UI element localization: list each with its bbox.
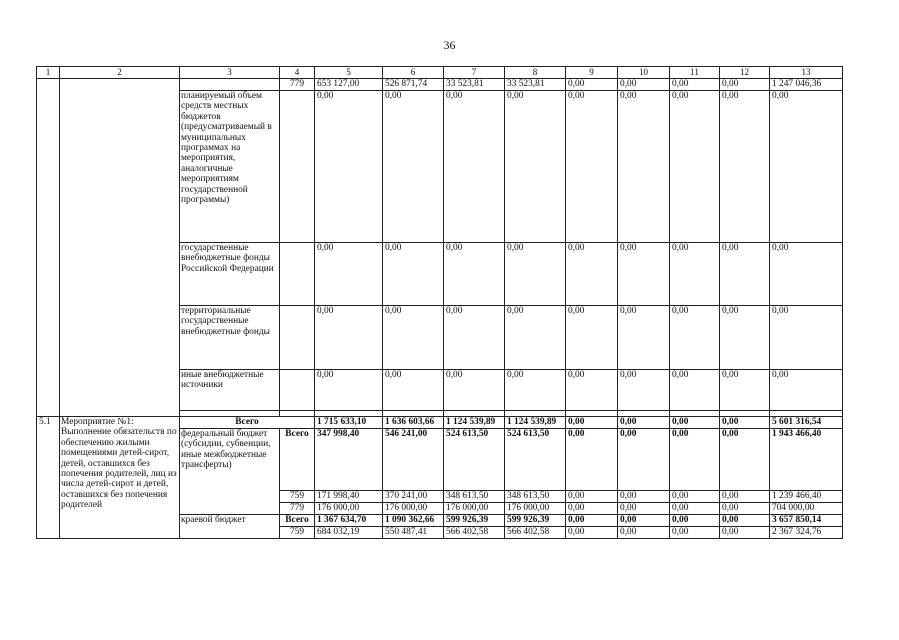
value-cell: 0,00 (618, 503, 670, 515)
value-cell: 0,00 (566, 306, 618, 370)
value-cell: 0,00 (505, 91, 566, 243)
value-cell: 0,00 (618, 79, 670, 91)
code-cell: 759 (280, 491, 315, 503)
source-label: планируемый объем средств местных бюджетов (предусматриваемый в муниципальных программах на мероприятия, аналогичные мероприятиям государственной программы) (180, 91, 280, 243)
value-cell: 0,00 (618, 91, 670, 243)
value-cell: 1 367 634,70 (315, 515, 383, 527)
header-cell: 13 (770, 67, 843, 79)
header-cell: 5 (315, 67, 383, 79)
value-cell: 0,00 (505, 370, 566, 411)
table-row (37, 79, 843, 91)
header-cell: 7 (444, 67, 505, 79)
value-cell: 0,00 (566, 429, 618, 491)
code-cell: 779 (280, 503, 315, 515)
value-cell: 0,00 (720, 91, 770, 243)
value-cell: 0,00 (566, 91, 618, 243)
value-cell: 0,00 (720, 429, 770, 491)
value-cell: 0,00 (383, 370, 444, 411)
value-cell: 0,00 (618, 370, 670, 411)
value-cell: 0,00 (618, 491, 670, 503)
value-cell: 0,00 (770, 243, 843, 306)
value-cell: 1 124 539,89 (444, 417, 505, 429)
header-cell: 10 (618, 67, 670, 79)
value-cell: 0,00 (670, 79, 720, 91)
value-cell: 0,00 (670, 417, 720, 429)
value-cell: 0,00 (444, 243, 505, 306)
value-cell: 0,00 (670, 306, 720, 370)
value-cell: 348 613,50 (505, 491, 566, 503)
page-number: 36 (443, 38, 456, 52)
value-cell: 526 871,74 (383, 79, 444, 91)
value-cell: 370 241,00 (383, 491, 444, 503)
value-cell: 0,00 (770, 370, 843, 411)
value-cell: 0,00 (383, 306, 444, 370)
source-label: государственные внебюджетные фонды Российской Федерации (180, 243, 280, 306)
header-cell: 11 (670, 67, 720, 79)
value-cell: 550 487,41 (383, 527, 444, 539)
value-cell: 546 241,00 (383, 429, 444, 491)
value-cell: 5 601 316,54 (770, 417, 843, 429)
value-cell: 1 715 633,10 (315, 417, 383, 429)
header-cell: 3 (180, 67, 280, 79)
value-cell: 0,00 (770, 91, 843, 243)
value-cell: 0,00 (720, 527, 770, 539)
source-label: федеральный бюджет (субсидии, субвенции, иные межбюджетные трансферты) (180, 429, 280, 515)
value-cell: 1 247 046,36 (770, 79, 843, 91)
value-cell: 0,00 (444, 91, 505, 243)
code-cell: 759 (280, 527, 315, 539)
value-cell: 0,00 (566, 503, 618, 515)
header-cell: 9 (566, 67, 618, 79)
value-cell: 704 000,00 (770, 503, 843, 515)
value-cell: 171 998,40 (315, 491, 383, 503)
value-cell: 0,00 (315, 243, 383, 306)
value-cell: 524 613,50 (505, 429, 566, 491)
value-cell: 1 239 466,40 (770, 491, 843, 503)
value-cell: 176 000,00 (315, 503, 383, 515)
value-cell: 599 926,39 (505, 515, 566, 527)
empty-cell (60, 79, 180, 417)
budget-table (36, 66, 843, 539)
value-cell: 0,00 (720, 306, 770, 370)
value-cell: 348 613,50 (444, 491, 505, 503)
value-cell: 0,00 (444, 306, 505, 370)
source-label: краевой бюджет (180, 515, 280, 539)
value-cell: 0,00 (505, 306, 566, 370)
value-cell: 0,00 (670, 429, 720, 491)
value-cell: 0,00 (383, 243, 444, 306)
value-cell: 347 998,40 (315, 429, 383, 491)
header-cell: 6 (383, 67, 444, 79)
empty-cell (280, 306, 315, 370)
value-cell: 0,00 (315, 370, 383, 411)
header-row (37, 67, 843, 79)
value-cell: 0,00 (670, 243, 720, 306)
value-cell: 0,00 (315, 306, 383, 370)
value-cell: 0,00 (720, 370, 770, 411)
empty-cell (180, 79, 280, 91)
value-cell: 0,00 (720, 491, 770, 503)
value-cell: 33 523,81 (505, 79, 566, 91)
header-cell: 8 (505, 67, 566, 79)
header-cell: 2 (60, 67, 180, 79)
value-cell: 2 367 324,76 (770, 527, 843, 539)
value-cell: 0,00 (566, 491, 618, 503)
value-cell: 1 090 362,66 (383, 515, 444, 527)
value-cell: 0,00 (566, 417, 618, 429)
value-cell: 0,00 (618, 515, 670, 527)
value-cell: 0,00 (670, 527, 720, 539)
value-cell: 0,00 (566, 243, 618, 306)
value-cell: 524 613,50 (444, 429, 505, 491)
value-cell: 0,00 (315, 91, 383, 243)
value-cell: 0,00 (670, 370, 720, 411)
value-cell: 0,00 (770, 306, 843, 370)
value-cell: 0,00 (618, 527, 670, 539)
empty-cell (280, 91, 315, 243)
code-cell: Всего (280, 429, 315, 491)
value-cell: 0,00 (566, 527, 618, 539)
header-cell: 4 (280, 67, 315, 79)
value-cell: 0,00 (383, 91, 444, 243)
value-cell: 0,00 (720, 417, 770, 429)
value-cell: 0,00 (444, 370, 505, 411)
table-row (37, 417, 843, 429)
value-cell: 33 523,81 (444, 79, 505, 91)
value-cell: 0,00 (618, 429, 670, 491)
code-cell: 779 (280, 79, 315, 91)
empty-cell (280, 243, 315, 306)
value-cell: 0,00 (720, 79, 770, 91)
value-cell: 0,00 (670, 515, 720, 527)
value-cell: 0,00 (720, 243, 770, 306)
total-label: Всего (180, 417, 315, 429)
source-label: территориальные государственные внебюджетные фонды (180, 306, 280, 370)
measure-title: Мероприятие №1: Выполнение обязательств по обеспечению жилыми помещениями детей-сирот, детей, оставшихся без попечения родителей, лиц из числа детей-сирот и детей, оставшихся без попечения родителей (60, 417, 180, 539)
value-cell: 0,00 (670, 503, 720, 515)
measure-number: 5.1 (37, 417, 60, 539)
value-cell: 0,00 (720, 515, 770, 527)
value-cell: 1 943 466,40 (770, 429, 843, 491)
value-cell: 0,00 (618, 417, 670, 429)
value-cell: 0,00 (720, 503, 770, 515)
value-cell: 1 124 539,89 (505, 417, 566, 429)
value-cell: 176 000,00 (505, 503, 566, 515)
value-cell: 0,00 (618, 243, 670, 306)
value-cell: 0,00 (505, 243, 566, 306)
value-cell: 1 636 603,66 (383, 417, 444, 429)
empty-cell (37, 79, 60, 417)
value-cell: 599 926,39 (444, 515, 505, 527)
value-cell: 0,00 (566, 515, 618, 527)
source-label: иные внебюджетные источники (180, 370, 280, 411)
value-cell: 0,00 (566, 370, 618, 411)
value-cell: 3 657 850,14 (770, 515, 843, 527)
header-cell: 12 (720, 67, 770, 79)
value-cell: 684 032,19 (315, 527, 383, 539)
value-cell: 0,00 (566, 79, 618, 91)
value-cell: 0,00 (670, 91, 720, 243)
value-cell: 566 402,58 (505, 527, 566, 539)
empty-cell (280, 370, 315, 411)
header-cell: 1 (37, 67, 60, 79)
value-cell: 176 000,00 (383, 503, 444, 515)
value-cell: 0,00 (618, 306, 670, 370)
code-cell: Всего (280, 515, 315, 527)
value-cell: 176 000,00 (444, 503, 505, 515)
value-cell: 566 402,58 (444, 527, 505, 539)
value-cell: 0,00 (670, 491, 720, 503)
value-cell: 653 127,00 (315, 79, 383, 91)
